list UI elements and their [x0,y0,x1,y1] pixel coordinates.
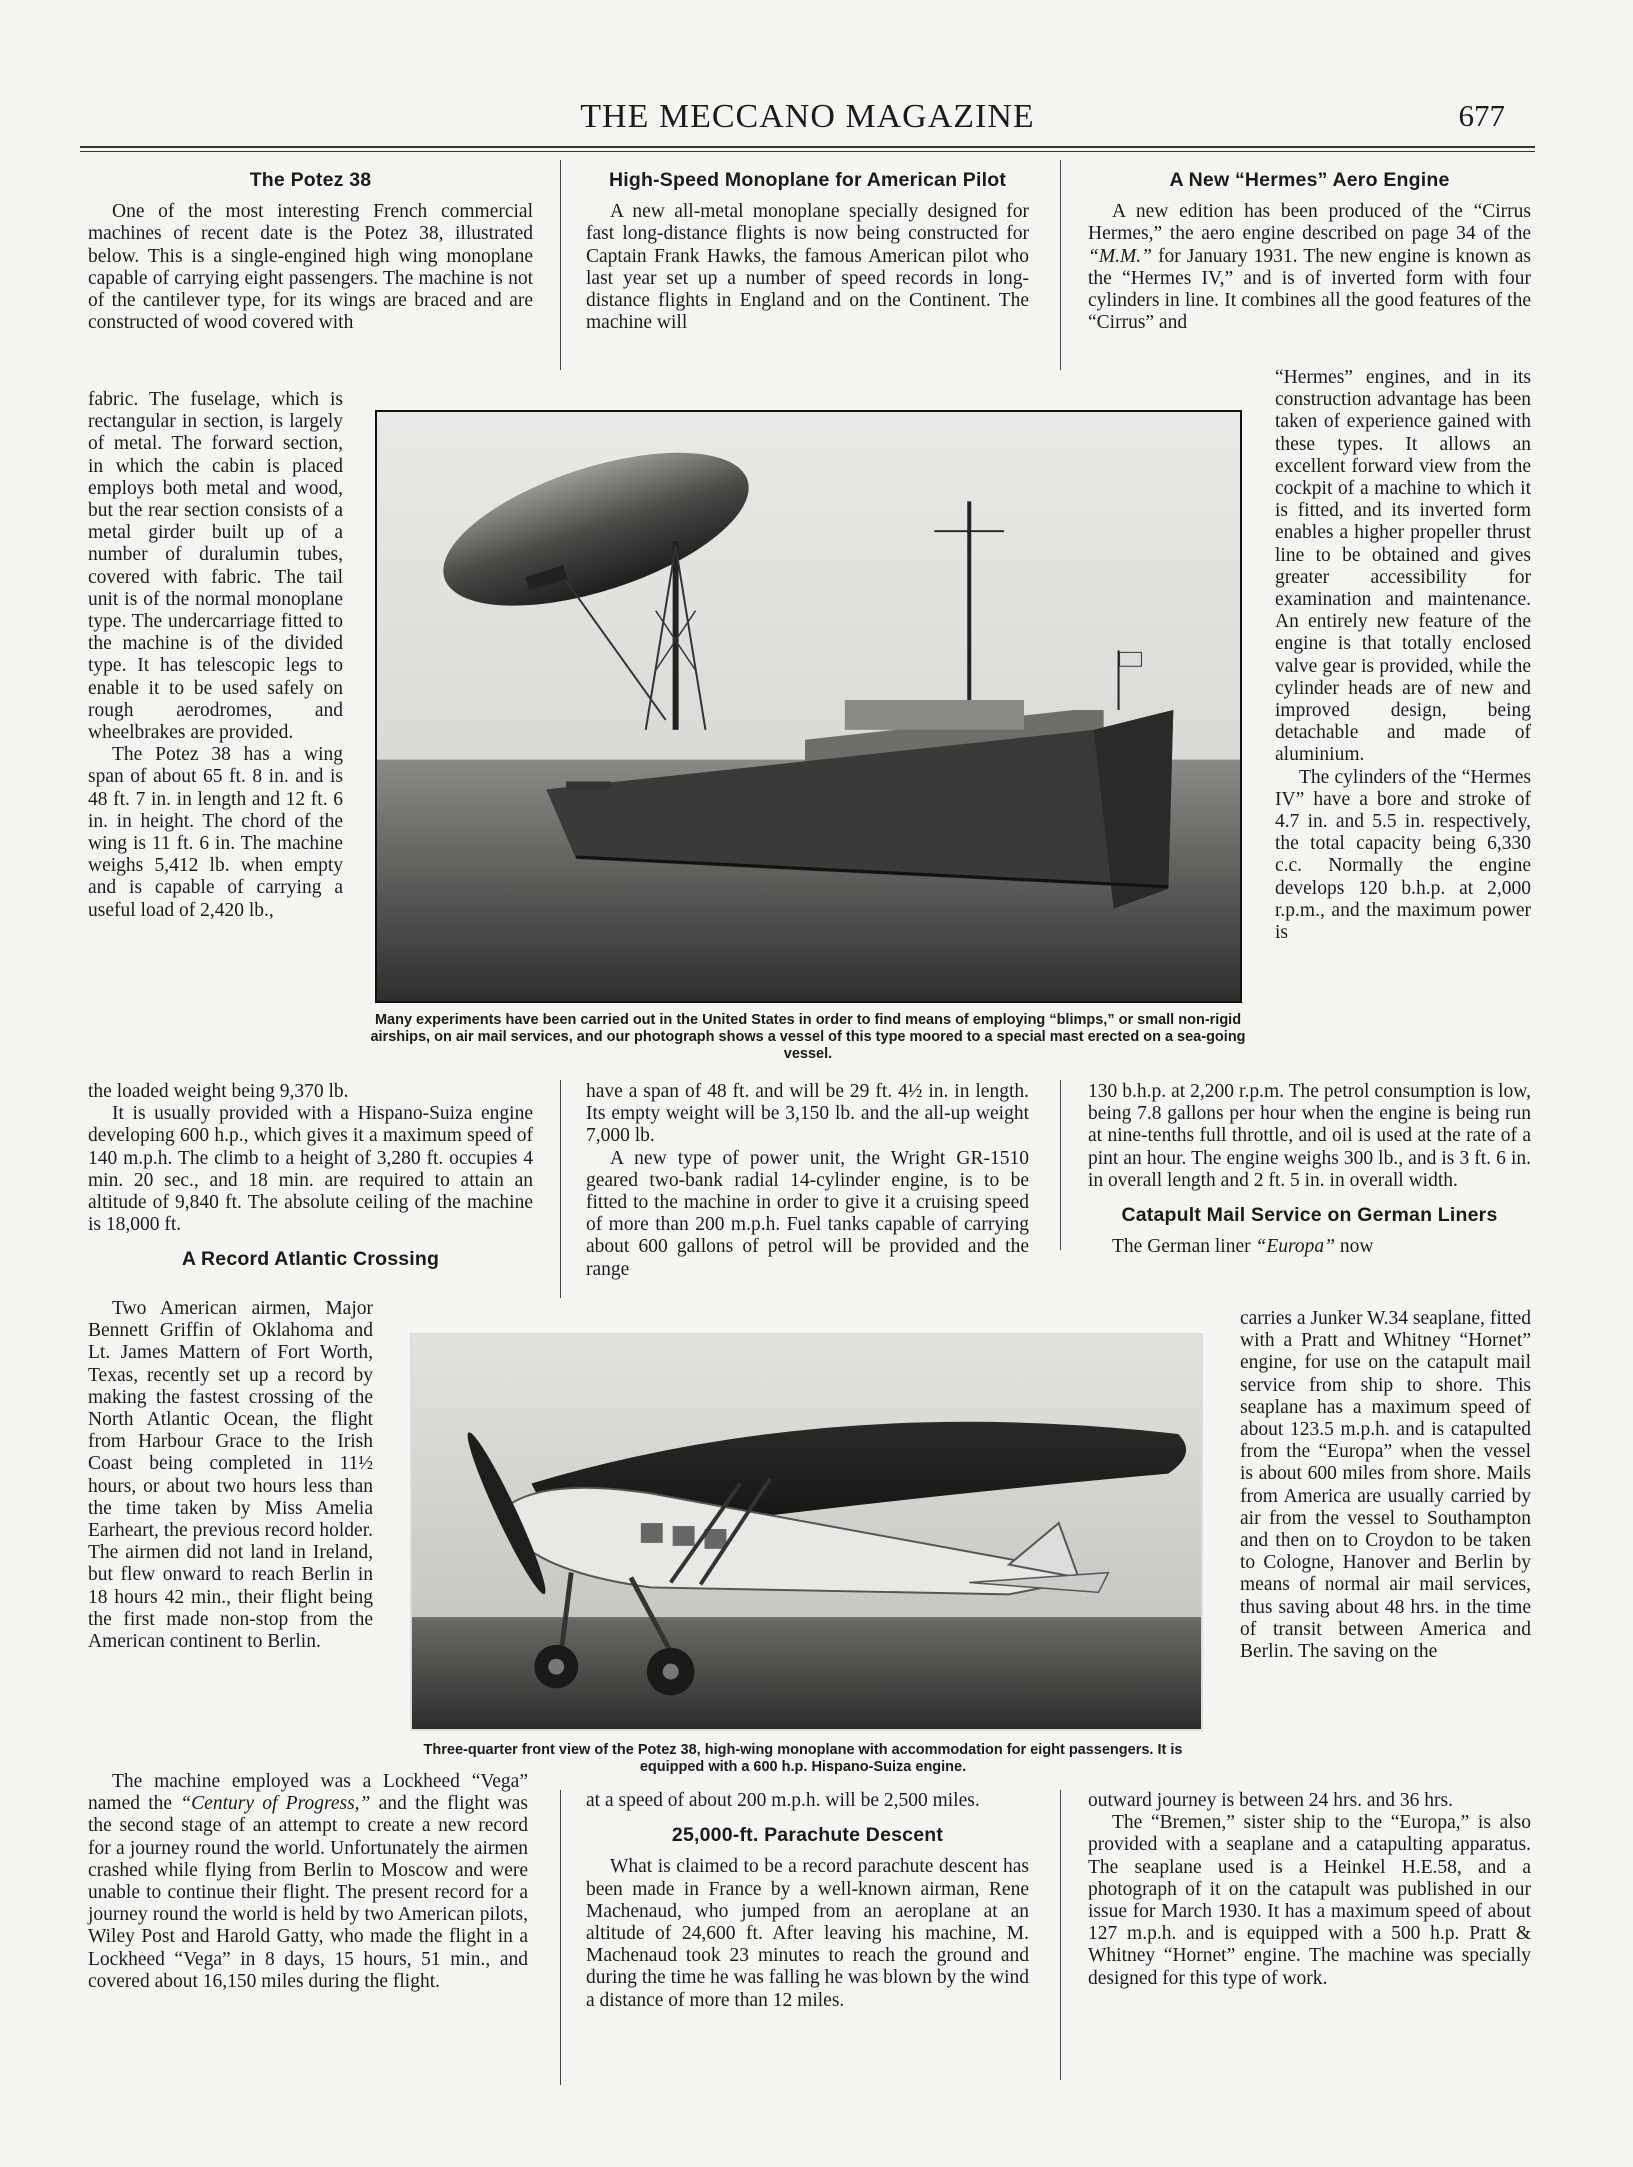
potez-photo [410,1333,1203,1731]
potez-photo-caption: Three-quarter front view of the Potez 38, high-wing monoplane with accommodation for eight passengers. It is equipped with a 600 h.p. Hispano-Suiza engine. [423,1742,1183,1775]
monoplane-article-bottom [586,1790,1029,2012]
section-title-atlantic: A Record Atlantic Crossing [181,1248,440,1271]
atlantic-article-bottom [88,1771,528,1993]
atlantic-article-narrow [88,1298,373,1653]
paragraph: the loaded weight being 9,370 lb. [88,1081,349,1102]
section-title-monoplane: High-Speed Monoplane for American Pilot [608,169,1007,191]
header-rule [80,146,1535,148]
paragraph: One of the most interesting French commercial machines of recent date is the Potez 38, illustrated below. This is a single-engined high wing monoplane capable of carrying eight passengers. The machine is not of the cantilever type, for its wings are braced and are constructed of wood covered with [88,201,533,334]
paragraph: outward journey is between 24 hrs. and 36 hrs. [1088,1790,1454,1811]
paragraph: “Hermes” engines, and in its construction advantage has been taken of experience gained with these types. It allows an excellent forward view from the cockpit of a machine to which it is fitted, and its inverted form enables a higher propeller thrust line to be obtained and gives greater accessibility for examination and maintenance. An entirely new feature of the engine is that totally enclosed valve gear is provided, while the cylinder heads are of new and improved design, being detachable and made of aluminium. [1275,367,1531,766]
paragraph: 130 b.h.p. at 2,200 r.p.m. The petrol consumption is low, being 7.8 gallons per hour when the engine is being run at nine-tenths full throttle, and oil is used at the rate of a pint an hour. The engine weighs 300 lb., and is 3 ft. 6 in. in overall length and 2 ft. 5 in. in overall width. [1088,1081,1531,1191]
potez-article-bottom [88,1081,533,1281]
paragraph: The cylinders of the “Hermes IV” have a bore and stroke of 4.7 in. and 5.5 in. respectively, the total capacity being 6,330 c.c. Normally the engine develops 120 b.h.p. at 2,000 r.p.m., and the maximum power is [1275,766,1531,944]
section-title-parachute: 25,000-ft. Parachute Descent [671,1824,944,1847]
section-title-potez: The Potez 38 [249,169,372,191]
airship-ship-illustration [377,412,1240,1001]
paragraph: It is usually provided with a Hispano-Suiza engine developing 600 h.p., which gives it a maximum speed of 140 m.p.h. The climb to a height of 3,280 ft. occupies 4 min. 20 sec., and 18 min. are required to attain an altitude of 9,840 ft. The absolute ceiling of the machine is 18,000 ft. [88,1103,533,1236]
column-divider [560,1080,561,1298]
paragraph: A new edition has been produced of the “Cirrus Hermes,” the aero engine described on page 34 of the “M.M.” for January 1931. The new engine is known as the “Hermes IV,” and is of inverted form with four cylinders in line. It combines all the good features of the “Cirrus” and [1088,201,1531,334]
catapult-article-narrow [1240,1308,1531,1663]
header-rule-thin [80,151,1535,152]
paragraph: Two American airmen, Major Bennett Griffin of Oklahoma and Lt. James Mattern of Fort Worth, Texas, recently set up a record by making the fastest crossing of the North Atlantic Ocean, the flight from Harbour Grace to the Irish Coast being completed in 11½ hours, or about two hours less than the time taken by Miss Amelia Earheart, the previous record holder. The airmen did not land in Ireland, but flew onward to reach Berlin in 18 hours 42 min., their flight being the first made non-stop from the American continent to Berlin. [88,1298,373,1653]
page-header [80,98,1535,138]
airship-photo [375,410,1242,1003]
hermes-article-top [1088,167,1531,334]
monoplane-article-top [586,167,1029,334]
paragraph: fabric. The fuselage, which is rectangular in section, is largely of metal. The forward section, in which the cabin is placed employs both metal and wood, but the rear section consists of a metal girder built up of a number of duralumin tubes, covered with fabric. The tail unit is of the normal monoplane type. The undercarriage fitted to the machine is of the divided type. It has telescopic legs to enable it to be used safely on rough aerodromes, and wheelbrakes are provided. [88,389,343,744]
paragraph: carries a Junker W.34 seaplane, fitted with a Pratt and Whitney “Hornet” engine, for use on the catapult mail service from ship to shore. This seaplane has a maximum speed of about 123.5 m.p.h. and is catapulted from the “Europa” when the vessel is about 600 miles from shore. Mails from America are usually carried by air from the vessel to Southampton and then on to Croydon to be taken to Cologne, Hanover and Berlin by means of normal air mail services, thus saving about 48 hrs. in the time of transit between America and Berlin. The saving on the [1240,1308,1531,1663]
paragraph: have a span of 48 ft. and will be 29 ft. 4½ in. in length. Its empty weight will be 3,150 lb. and the all-up weight 7,000 lb. [586,1081,1029,1147]
potez-article-top [88,167,533,334]
hermes-article-bottom [1088,1081,1531,1258]
paragraph: The “Bremen,” sister ship to the “Europa,” is also provided with a seaplane and a catapulting apparatus. The seaplane used is a Heinkel H.E.58, and a photograph of it on the catapult was published in our issue for March 1930. It has a maximum speed of about 127 m.p.h. and is equipped with a 500 h.p. Pratt & Whitney “Hornet” engine. The machine was specially designed for this type of work. [1088,1812,1531,1989]
column-divider [560,1790,561,2085]
column-divider [1060,1790,1061,2080]
paragraph: at a speed of about 200 m.p.h. will be 2,500 miles. [586,1790,980,1811]
column-divider [1060,160,1061,370]
paragraph: What is claimed to be a record parachute descent has been made in France by a well-known airman, Rene Machenaud, who jumped from an aeroplane at an altitude of 24,600 ft. After leaving his machine, M. Machenaud took 23 minutes to reach the ground and during the time he was falling he was blown by the wind a distance of more than 12 miles. [586,1856,1029,2011]
airship-photo-caption: Many experiments have been carried out in the United States in order to find means of employing “blimps,” or small non-rigid airships, on air mail services, and our photograph shows a vessel of this type moored to a special mast erected on a sea-going vessel. [370,1012,1246,1062]
paragraph: A new type of power unit, the Wright GR-1510 geared two-bank radial 14-cylinder engine, is to be fitted to the machine in order to give it a cruising speed of more than 200 m.p.h. Fuel tanks capable of carrying about 600 gallons of petrol will be provided and the range [586,1147,1029,1280]
potez-article-narrow [88,389,343,922]
column-divider [560,160,561,370]
section-title-hermes: A New “Hermes” Aero Engine [1169,169,1450,191]
hermes-article-narrow [1275,367,1531,944]
page-number: 677 [1458,98,1505,133]
catapult-article-bottom [1088,1790,1531,1990]
paragraph: The Potez 38 has a wing span of about 65 ft. 8 in. and is 48 ft. 7 in. in length and 12 ft. 6 in. in height. The chord of the wing is 11 ft. 6 in. The machine weighs 5,412 lb. when empty and is capable of carrying a useful load of 2,420 lb., [88,744,343,921]
paragraph: The German liner “Europa” now [1112,1236,1374,1258]
magazine-title: THE MECCANO MAGAZINE [580,98,1035,135]
monoplane-article-middle [586,1081,1029,1281]
section-title-catapult: Catapult Mail Service on German Liners [1121,1204,1498,1227]
column-divider [1060,1080,1061,1250]
potez-monoplane-illustration [412,1335,1201,1729]
paragraph: The machine employed was a Lockheed “Vega” named the “Century of Progress,” and the flight was the second stage of an attempt to create a new record for a journey round the world. Unfortunately the airmen crashed while flying from Berlin to Moscow and were unable to continue their flight. The present record for a journey round the world is held by two American pilots, Wiley Post and Harold Gatty, who made the flight in a Lockheed “Vega” in 8 days, 15 hours, 51 min., and covered about 16,150 miles during the flight. [88,1771,528,1992]
paragraph: A new all-metal monoplane specially designed for fast long-distance flights is now being constructed for Captain Frank Hawks, the famous American pilot who last year set up a number of speed records in long-distance flights in England and on the Continent. The machine will [586,201,1029,334]
